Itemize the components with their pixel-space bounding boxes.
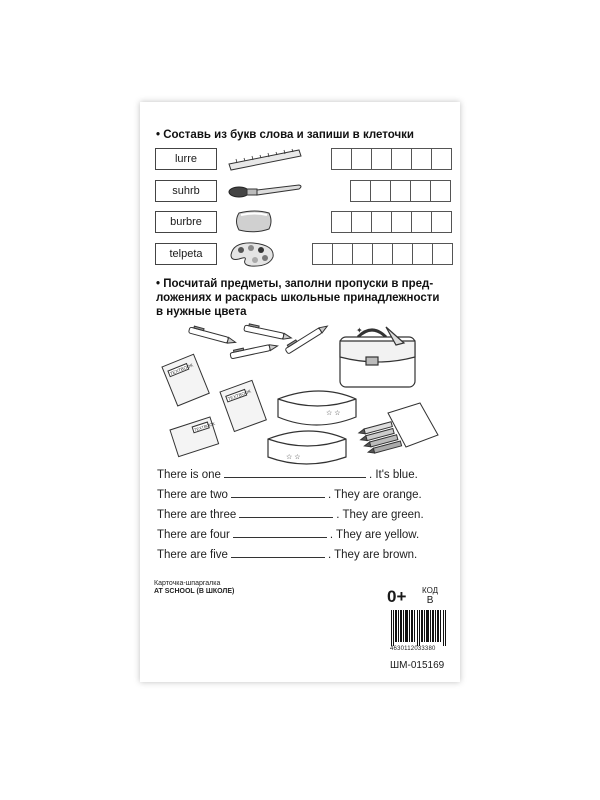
worksheet-card (140, 102, 460, 682)
word-row-1 (155, 148, 450, 170)
answer-blank[interactable] (224, 466, 366, 478)
pen-icon (188, 322, 328, 359)
scrambled-word: telpeta (155, 243, 217, 265)
rubber-icon (225, 207, 305, 237)
school-bag-icon (340, 326, 415, 387)
pencil-case-icon (268, 391, 356, 464)
task1-heading: • Составь из букв слова и запиши в клеточки (156, 129, 414, 141)
palette-icon (225, 239, 305, 269)
word-row-2 (155, 180, 450, 202)
barcode-icon (390, 610, 448, 646)
word-row-3 (155, 211, 450, 233)
product-code: ШМ-015169 (390, 660, 445, 671)
svg-text:☆ ☆: ☆ ☆ (286, 454, 301, 461)
barcode-number: 4630112033380 (390, 646, 436, 652)
svg-text:TEXTBOOK: TEXTBOOK (227, 388, 252, 402)
age-rating: 0+ (387, 587, 407, 606)
answer-cells[interactable] (332, 211, 452, 233)
sentence-1: There is one . It's blue. (157, 466, 418, 482)
svg-text:TEXTBOOK: TEXTBOOK (169, 362, 194, 377)
sentence-5: There are five . They are brown. (157, 546, 417, 562)
svg-text:TEXTBOOK: TEXTBOOK (193, 420, 216, 433)
scrambled-word: burbre (155, 211, 217, 233)
kod-label: КОД В (422, 586, 439, 606)
card-info: Карточка-шпаргалка AT SCHOOL (В ШКОЛЕ) (154, 580, 235, 595)
svg-text:☆ ☆: ☆ ☆ (326, 410, 341, 417)
answer-blank[interactable] (231, 546, 325, 558)
ruler-icon (225, 144, 305, 172)
school-supplies-illustration (150, 317, 450, 467)
word-row-4 (155, 243, 450, 265)
sentence-3: There are three . They are green. (157, 506, 424, 522)
book-icon (162, 354, 266, 456)
answer-blank[interactable] (239, 506, 333, 518)
answer-cells[interactable] (332, 148, 452, 170)
answer-cells[interactable] (313, 243, 453, 265)
scrambled-word: suhrb (155, 180, 217, 202)
sentence-4: There are four . They are yellow. (157, 526, 419, 542)
answer-blank[interactable] (233, 526, 327, 538)
scrambled-word: lurre (155, 148, 217, 170)
svg-text:✦: ✦ (356, 326, 363, 335)
crayons-icon (358, 403, 438, 456)
sentence-2: There are two . They are orange. (157, 486, 422, 502)
answer-cells[interactable] (351, 180, 451, 202)
brush-icon (225, 176, 305, 204)
task2-heading: • Посчитай предметы, заполни пропуски в пред- ложениях и раскрась школьные принадлежности в нужные цвета (156, 278, 440, 318)
answer-blank[interactable] (231, 486, 325, 498)
